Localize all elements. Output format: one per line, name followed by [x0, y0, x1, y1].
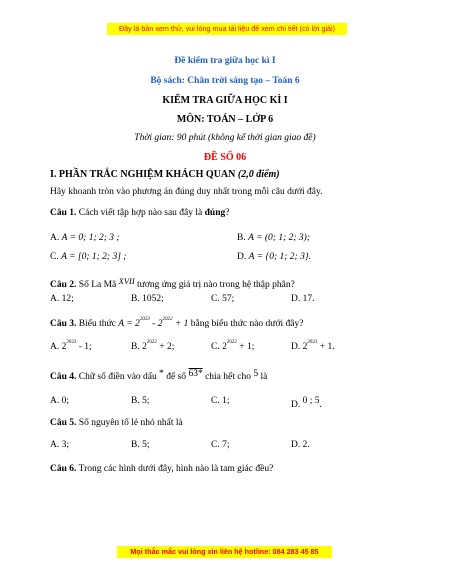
q3-expr-mid: - 2	[149, 319, 163, 329]
q5-option-d: D. 2.	[291, 440, 310, 450]
question-6-label: Câu 6.	[50, 464, 77, 474]
q3-expr-a: A = 2	[118, 319, 140, 329]
section-instruction: Hãy khoanh tròn vào phương án đúng duy nhất trong mỗi câu dưới đây.	[50, 187, 323, 197]
q3-expr-sup2: 2022	[162, 317, 173, 322]
question-4-number: 63*	[188, 369, 203, 379]
q1-option-a-letter: A.	[50, 233, 60, 243]
question-4-text: Chữ số điền vào dấu	[78, 372, 157, 382]
q3-option-c-sup: 2022	[226, 340, 237, 345]
doc-title: Đề kiểm tra giữa học kì I	[174, 56, 276, 66]
q3-expr-end: + 1	[172, 319, 189, 329]
q3-option-c	[211, 340, 254, 352]
q3-option-a-base: 2	[61, 342, 67, 352]
q3-option-b-rest: + 2;	[156, 342, 175, 352]
q4-option-a: A. 0;	[50, 396, 69, 406]
question-4-tail: là	[260, 372, 268, 382]
question-4-divisor: 5	[253, 369, 259, 379]
question-3-expression	[118, 319, 188, 329]
q2-option-b: B. 1052;	[131, 294, 164, 304]
question-4-star: *	[159, 369, 164, 379]
q5-option-b: B. 5;	[131, 440, 150, 450]
q4-option-b: B. 5;	[131, 396, 150, 406]
q3-option-d	[291, 340, 335, 352]
exam-code: ĐỀ SỐ 06	[203, 152, 247, 163]
hotline-footer: Mọi thắc mắc vui lòng xin liên hệ hotline: 084 283 45 85	[117, 546, 332, 558]
q1-option-b-value: A = (0; 1; 2; 3);	[248, 233, 310, 243]
question-3	[50, 317, 303, 329]
q3-option-b	[131, 340, 174, 352]
subject-title: MÔN: TOÁN – LỚP 6	[176, 114, 274, 125]
q4-option-d-value: 0 ; 5	[302, 396, 320, 406]
question-5-text: Số nguyên tố lẻ nhỏ nhất là	[78, 418, 183, 428]
q1-option-d-letter: D.	[237, 252, 247, 262]
question-3-text: Biểu thức	[78, 319, 116, 329]
q1-option-a-value: A = 0; 1; 2; 3 ;	[61, 233, 120, 243]
question-2-tail: tương ứng giá trị nào trong hệ thập phân?	[137, 280, 295, 290]
preview-banner: Đây là bản xem thử, vui lòng mua tài liệu để xem chi tiết (có lời giải)	[107, 23, 347, 35]
q1-option-d-value: A = {0; 1; 2; 3}.	[248, 252, 312, 262]
q3-option-c-letter: C.	[211, 342, 220, 352]
question-4-mid: để số	[166, 372, 187, 382]
q3-option-d-rest: + 1.	[317, 342, 335, 352]
q2-option-c: C. 57;	[211, 294, 235, 304]
q1-option-a	[50, 233, 120, 243]
question-2-roman: XVII	[118, 276, 135, 286]
q3-option-a-rest: - 1;	[76, 342, 92, 352]
q3-option-c-rest: + 1;	[236, 342, 255, 352]
q3-option-d-base: 2	[302, 342, 308, 352]
q3-option-a-letter: A.	[50, 342, 60, 352]
q3-option-b-letter: B.	[131, 342, 140, 352]
q4-option-d-end: .	[319, 400, 322, 410]
q1-option-c	[50, 252, 126, 262]
question-1-tail: ?	[225, 208, 230, 218]
q1-option-c-letter: C.	[50, 252, 59, 262]
question-1-emph: đúng	[204, 208, 226, 218]
q3-option-c-base: 2	[222, 342, 227, 352]
question-1-label: Câu 1.	[50, 208, 77, 218]
q5-option-a: A. 3;	[50, 440, 69, 450]
question-5	[50, 418, 183, 428]
q4-option-d-letter: D.	[291, 400, 301, 410]
q3-option-b-sup: 2022	[146, 340, 157, 345]
question-6	[50, 464, 273, 474]
question-3-label: Câu 3.	[50, 319, 77, 329]
question-2-label: Câu 2.	[50, 280, 77, 290]
q1-option-b-letter: B.	[237, 233, 246, 243]
q3-option-b-base: 2	[142, 342, 147, 352]
question-4-label: Câu 4.	[50, 372, 77, 382]
question-2-text: Số La Mã	[78, 280, 117, 290]
question-4-mid2: chia hết cho	[205, 372, 251, 382]
q3-option-d-sup: 2023	[307, 340, 318, 345]
q5-option-c: C. 7;	[211, 440, 230, 450]
q1-option-c-value: A = [0; 1; 2; 3] ;	[61, 252, 127, 262]
q3-option-a	[50, 340, 92, 352]
q3-option-d-letter: D.	[291, 342, 301, 352]
q2-option-a: A. 12;	[50, 294, 74, 304]
question-4	[50, 369, 267, 382]
question-1-text: Cách viết tập hợp nào sau đây là	[78, 208, 203, 218]
question-3-tail: bằng biểu thức nào dưới đây?	[190, 319, 304, 329]
q3-expr-sup1: 2023	[139, 317, 150, 322]
section-heading	[50, 169, 280, 180]
section-points: (2,0 điểm)	[237, 169, 280, 180]
q3-option-a-sup: 2023	[66, 340, 77, 345]
q1-option-d	[237, 252, 311, 262]
question-1	[50, 208, 229, 218]
q4-option-d	[291, 396, 322, 410]
q4-option-c: C. 1;	[211, 396, 230, 406]
q2-option-d: D. 17.	[291, 294, 315, 304]
question-6-text: Trong các hình dưới đây, hình nào là tam giác đều?	[78, 464, 274, 474]
question-5-label: Câu 5.	[50, 418, 77, 428]
q1-option-b	[237, 233, 310, 243]
book-title: Bộ sách: Chân trời sáng tạo – Toán 6	[150, 76, 300, 86]
exam-title: KIỂM TRA GIỮA HỌC KÌ I	[162, 95, 288, 106]
time-note: Thời gian: 90 phút (không kể thời gian giao đề)	[134, 133, 316, 143]
section-title: I. PHẦN TRẮC NGHIỆM KHÁCH QUAN	[50, 169, 236, 180]
question-2	[50, 276, 295, 290]
